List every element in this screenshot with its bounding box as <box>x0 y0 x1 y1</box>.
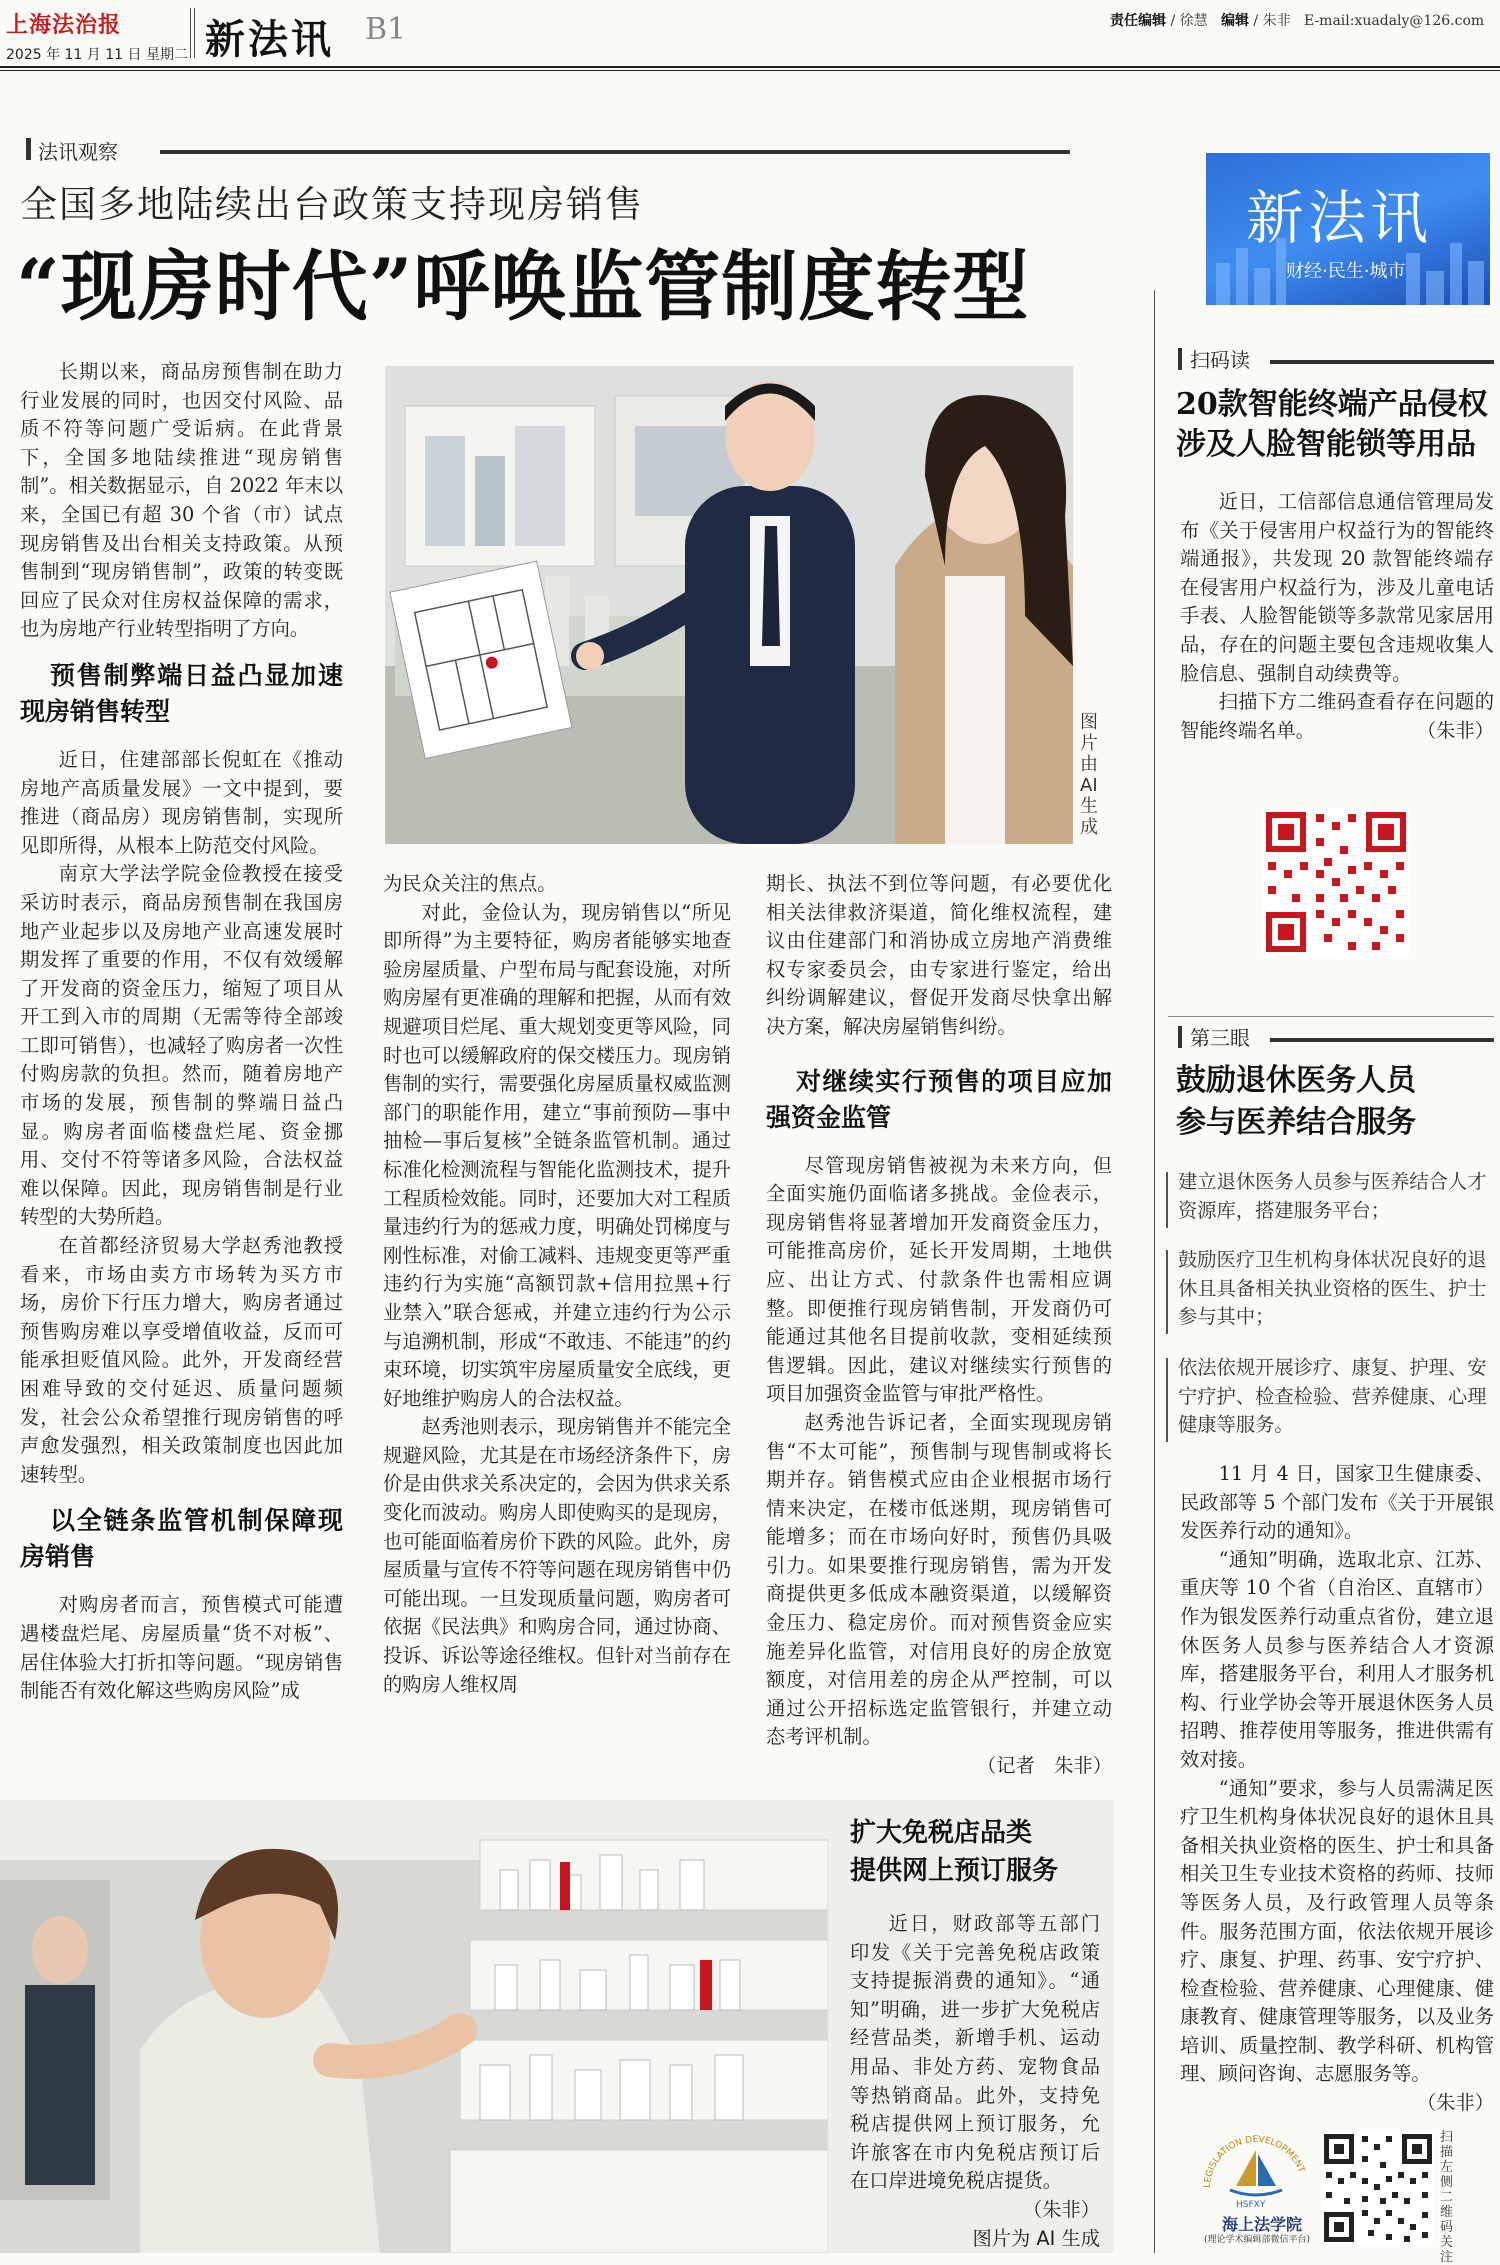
logo-name: 海上法学院 <box>1222 2215 1303 2234</box>
section-name: 新法讯 <box>205 16 334 63</box>
byline: （朱非） <box>1416 2091 1494 2115</box>
kicker-bar <box>26 138 31 160</box>
third-eye-body <box>1180 1460 1494 2118</box>
paragraph: 11 月 4 日，国家卫生健康委、民政部等 5 个部门发布《关于开展银发医养行动的通知》。 <box>1180 1462 1494 1543</box>
sidebar-headline-1: 鼓励退休医务人员 <box>1176 1063 1416 1098</box>
key-point-text: 鼓励医疗卫生机构身体状况良好的退休且具备相关执业资格的医生、护士参与其中； <box>1178 1248 1487 1329</box>
paragraph: 近日，财政部等五部门印发《关于完善免税店政策支持提振消费的通知》。“通知”明确，进一步扩大免税店经营品类，新增手机、运动用品、非处方药、宠物食品等热销商品。此外，支持免税店提供网上预订服务，允许旅客在市内免税店预订后在口岸进境免税店提货。 <box>850 1912 1100 2193</box>
qr-scan-note: 扫描左侧二维码关注 <box>1440 2130 1454 2265</box>
paragraph: 对购房者而言，预售模式可能遭遇楼盘烂尾、房屋质量“货不对板”、居住体验大打折扣等问题。“现房销售制能否有效化解这些购房风险”成 <box>20 1593 343 1703</box>
duty-free-headline-2: 提供网上预订服务 <box>850 1856 1059 1886</box>
key-point <box>1178 1246 1494 1332</box>
editor-email: E-mail:xuadaly@126.com <box>1303 13 1485 29</box>
duty-free-headline-1: 扩大免税店品类 <box>850 1818 1033 1848</box>
section-heading: 对继续实行预售的项目应加强资金监管 <box>766 1066 1112 1132</box>
article-kicker: 法讯观察 <box>38 140 118 164</box>
sales-office-photo <box>385 366 1073 844</box>
paragraph: 对此，金俭认为，现房销售以“所见即所得”为主要特征，购房者能够实地查验房屋质量、户型布局与配套设施，对所购房屋有更准确的理解和把握，从而有效规避项目烂尾、重大规划变更等风险，同时也可以缓解政府的保交楼压力。现房销售制的实行，需要强化房屋质量权威监测部门的职能作用，建立“事前预防—事中抽检—事后复核”全链条监管机制。通过标准化检测流程与智能化监测技术，提升工程质检效能。同时，还要加大对工程质量违约行为的惩戒力度，明确处罚梯度与刚性标准，对偷工减料、违规变更等严重违约行为实施“高额罚款+信用拉黑+行业禁入”联合惩戒，并建立违约行为公示与追溯机制，形成“不敢违、不能违”的约束环境，切实筑牢房屋质量安全底线，更好地维护购房人的合法权益。 <box>383 900 731 1410</box>
sidebar-headline-1: 20款智能终端产品侵权 <box>1176 387 1488 422</box>
scan-story-body <box>1180 488 1494 746</box>
sidebar-headline-2: 参与医养结合服务 <box>1176 1105 1416 1140</box>
page-number: B1 <box>365 12 407 47</box>
paragraph: 近日，工信部信息通信管理局发布《关于侵害用户权益行为的智能终端通报》，共发现 20 款智能终端存在侵害用户权益行为，涉及儿童电话手表、人脸智能锁等多款常见家居用品，存在的问题主要包含违规收集人脸信息、强制自动续费等。 <box>1180 490 1494 685</box>
sidebar-kicker: 第三眼 <box>1190 1026 1250 1050</box>
byline: （朱非） <box>1022 2197 1100 2221</box>
logo-abbr: HSFXY <box>1236 2200 1266 2210</box>
issue-date: 2025 年 11 月 11 日 星期二 <box>6 47 188 63</box>
paragraph: 近日，住建部部长倪虹在《推动房地产高质量发展》一文中提到，要推进（商品房）现房销售制，实现所见即所得，从根本上防范交付风险。 <box>20 747 343 857</box>
key-point <box>1178 1354 1494 1440</box>
key-point-text: 依法依规开展诊疗、康复、护理、安宁疗护、检查检验、营养健康、心理健康等服务。 <box>1178 1356 1487 1437</box>
key-point <box>1178 1168 1494 1225</box>
paragraph: 扫描下方二维码查看存在问题的智能终端名单。 <box>1180 690 1494 742</box>
section-heading: 预售制弊端日益凸显加速现房销售转型 <box>20 660 343 726</box>
editor-label: 责任编辑 <box>1110 13 1166 29</box>
paragraph: 赵秀池则表示，现房销售并不能完全规避风险，尤其是在市场经济条件下，房价是由供求关系决定的，会因为供求关系变化而波动。购房人即使购买的是现房，也可能面临着房价下跌的风险。此外，房屋质量与宣传不符等问题在现房销售中仍可能出现。一旦发现质量问题，购房者可依据《民法典》和购房合同，通过协商、投诉、诉讼等途径维权。但针对当前存在的购房人维权周 <box>383 1415 731 1696</box>
paragraph: 期长、执法不到位等问题，有必要优化相关法律救济渠道，简化维权流程，建议由住建部门和消协成立房地产消费维权专家委员会，由专家进行鉴定，给出纠纷调解建议，督促开发商尽快拿出解决方案，解决房屋销售纠纷。 <box>766 872 1112 1038</box>
paragraph: 在首都经济贸易大学赵秀池教授看来，市场由卖方市场转为买方市场，房价下行压力增大，购房者通过预售购房难以享受增值收益，反而可能承担贬值风险。此外，开发商经营困难导致的交付延迟、质量问题频发，社会公众希望推行现房销售的呼声愈发强烈，相关政策制度也因此加速转型。 <box>20 1234 343 1486</box>
logo-arc-text: LEGISLATION DEVELOPMENT <box>1202 2134 1307 2189</box>
photo-credit: 图片为 AI 生成 <box>972 2226 1100 2250</box>
paragraph: “通知”要求，参与人员需满足医疗卫生机构身体状况良好的退休且具备相关执业资格的医生、护士和具备相关卫生专业技术资格的药师、技师等医务人员，及行政管理人员等条件。服务范围方面，依法依规开展诊疗、康复、护理、药事、安宁疗护、检查检验、营养健康、心理健康、健康教育、健康管理等服务，以及业务培训、质量控制、教学科研、机构管理、顾问咨询、志愿服务等。 <box>1180 1776 1494 2086</box>
section-banner <box>1206 153 1490 305</box>
photo-credit: 图片由AI生成 <box>1080 712 1098 838</box>
logo-note: (理论学术编辑部微信平台) <box>1204 2235 1311 2245</box>
editor-label: 编辑 <box>1220 13 1249 29</box>
article-column-3 <box>766 870 1112 1781</box>
article-headline: “现房时代”呼唤监管制度转型 <box>16 242 1030 331</box>
newspaper-logo: 上海法治报 <box>6 12 122 38</box>
paragraph: 尽管现房销售被视为未来方向，但全面实施仍面临诸多挑战。金俭表示，现房销售将显著增加开发商资金压力，可能推高房价，延长开发周期，土地供应、出让方式、付款条件也需相应调整。即便推行现房销售制，开发商仍可能通过其他名目提前收款，变相延续预售逻辑。因此，建议对继续实行预售的项目加强资金监管与审批严格性。 <box>766 1153 1112 1406</box>
article-column-1 <box>20 358 343 1706</box>
kicker-bar <box>1178 348 1182 370</box>
sales-office-illustration <box>385 366 1073 844</box>
paragraph: 长期以来，商品房预售制在助力行业发展的同时，也因交付风险、品质不符等问题广受诟病。在此背景下，全国多地陆续推进“现房销售制”。相关数据显示，自 2022 年末以来，全国已有超 30 个省（市）试点现房销售及出台相关支持政策。从预售制到“现房销售制”，政策的转变既回应了民众对住房权益保障的需求，也为房地产行业转型指明了方向。 <box>20 360 343 641</box>
paragraph: 为民众关注的焦点。 <box>383 872 557 895</box>
paragraph: “通知”明确，选取北京、江苏、重庆等 10 个省（自治区、直辖市）作为银发医养行动重点省份，建立退休医务人员参与医养结合人才资源库，搭建服务平台，利用人才服务机构、行业学协会等开展退休医务人员招聘、推荐使用等服务，推进供需有效对接。 <box>1180 1547 1494 1771</box>
article-subtitle: 全国多地陆续出台政策支持现房销售 <box>20 183 644 226</box>
duty-free-photo <box>0 1800 828 2253</box>
paragraph: 赵秀池告诉记者，全面实现现房销售“不太可能”，预售制与现售制或将长期并存。销售模式应由企业根据市场行情来决定，在楼市低迷期，现房销售可能增多；而在市场向好时，预售仍具吸引力。如果要推行现房销售，需为开发商提供更多低成本融资渠道，以缓解资金压力、稳定房价。而对预售资金应实施差异化监管，对信用良好的房企放宽额度，对信用差的房企从严控制，可以通过公开招标选定监管银行，并建立动态考评机制。 <box>766 1410 1112 1749</box>
editor-name: 徐慧 <box>1179 13 1208 29</box>
duty-free-body <box>850 1910 1100 2253</box>
wechat-qr-code-icon[interactable] <box>1322 2132 1434 2244</box>
byline: （朱非） <box>1416 719 1494 743</box>
kicker-bar <box>1178 1026 1182 1048</box>
article-column-2 <box>383 870 731 1699</box>
banner-subtitle: 财经·民生·城市 <box>1286 261 1406 282</box>
paragraph: 南京大学法学院金俭教授在接受采访时表示，商品房预售制在我国房地产业起步以及房地产业高速发展时期发挥了重要的作用，不仅有效缓解了开发商的资金压力，缩短了项目从开工到入市的周期（无需等待全部竣工即可销售），也减轻了购房者一次性付购房款的负担。然而，随着房地产市场的发展，预售制的弊端日益凸显。购房者面临楼盘烂尾、资金挪用、交付不符等诸多风险，合法权益难以保障。因此，现房销售制是行业转型的大势所趋。 <box>20 862 343 1229</box>
editor-name: 朱非 <box>1262 13 1291 29</box>
duty-free-illustration <box>0 1800 828 2253</box>
law-school-logo <box>1196 2128 1316 2248</box>
duty-free-story <box>828 1800 1114 2253</box>
sidebar-headline-2: 涉及人脸智能锁等用品 <box>1176 427 1476 462</box>
sidebar-kicker: 扫码读 <box>1190 348 1250 372</box>
key-point-text: 建立退休医务人员参与医养结合人才资源库，搭建服务平台； <box>1178 1170 1487 1222</box>
sailboat-logo-icon <box>1196 2128 1316 2208</box>
byline: （记者 朱非） <box>977 1754 1112 1778</box>
banner-title: 新法讯 <box>1246 184 1433 252</box>
qr-code-icon[interactable] <box>1262 808 1410 956</box>
editor-credits: 责任编辑 / 徐慧 编辑 / 朱非 E-mail:xuadaly@126.com <box>1110 13 1485 29</box>
section-heading: 以全链条监管机制保障现房销售 <box>20 1506 343 1572</box>
